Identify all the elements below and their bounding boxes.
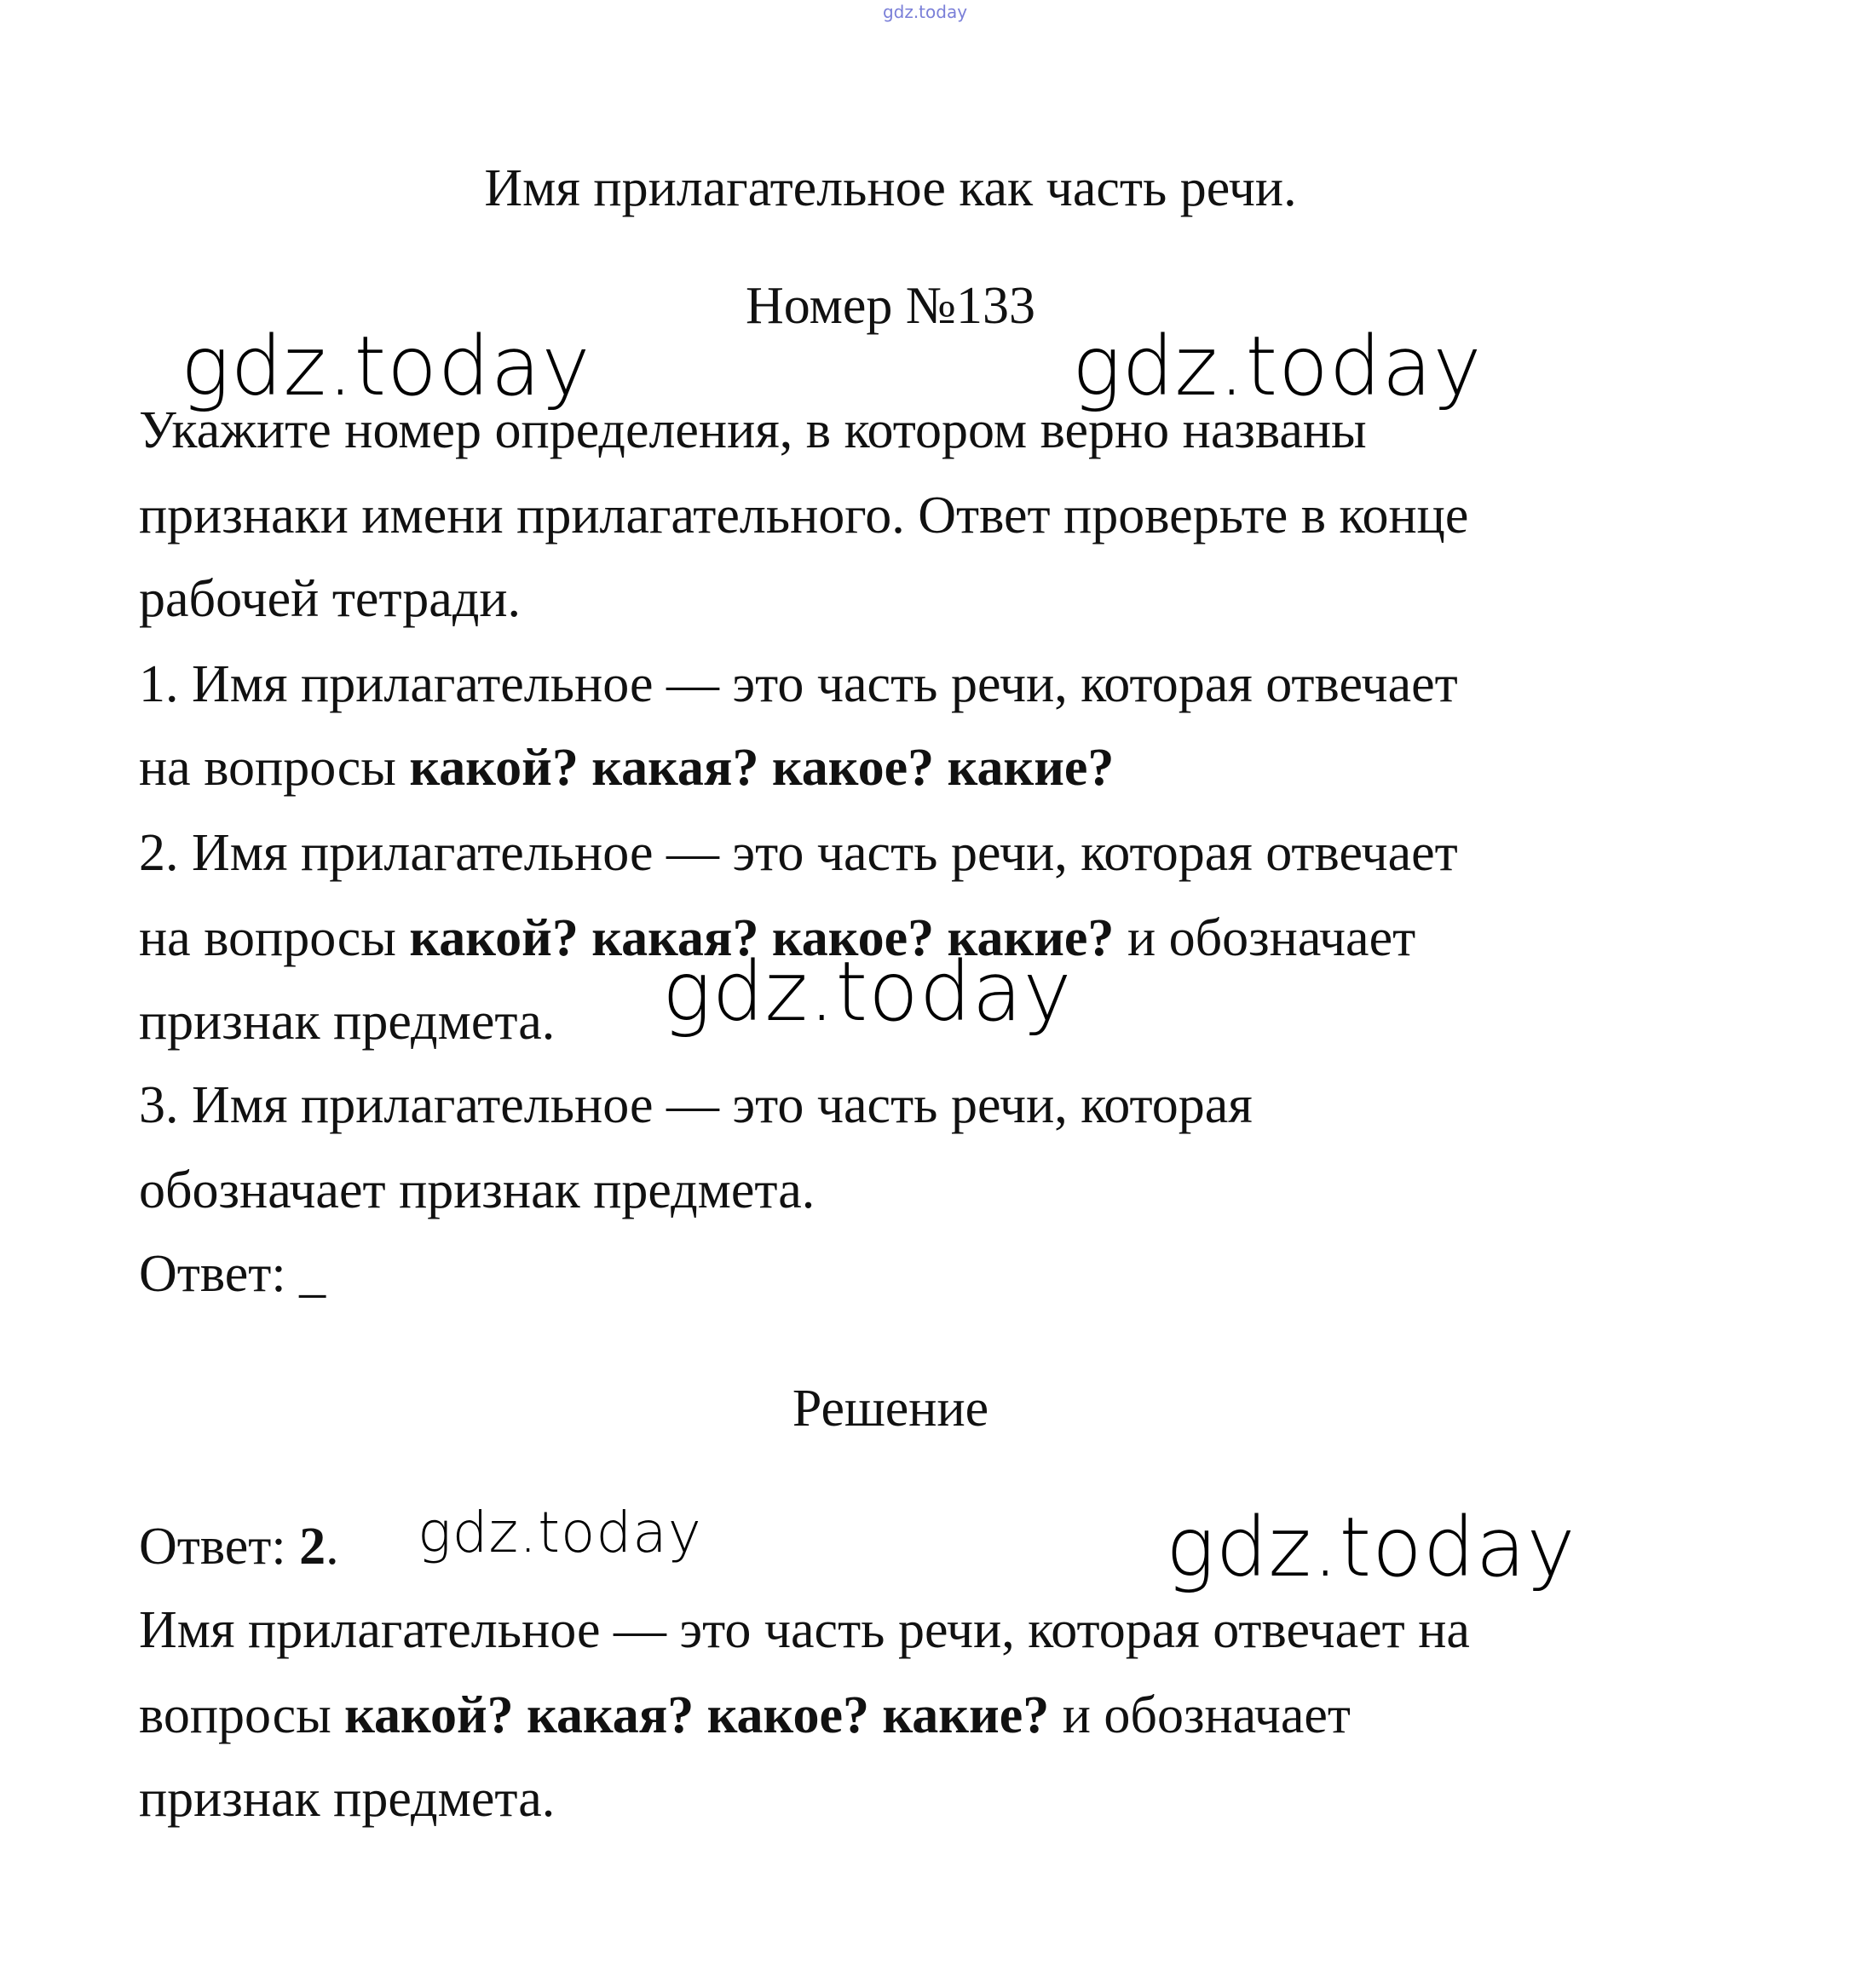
task-intro-line-2: признаки имени прилагательного. Ответ проверьте в конце	[139, 487, 1469, 545]
solution-heading: Решение	[792, 1380, 989, 1438]
option-2-line-1: 2. Имя прилагательное — это часть речи, которая отвечает	[139, 824, 1458, 882]
explanation-questions: какой? какая? какое? какие?	[344, 1686, 1050, 1744]
explanation-line-1: Имя прилагательное — это часть речи, которая отвечает на	[139, 1601, 1470, 1659]
solution-answer-suffix: .	[326, 1518, 339, 1576]
option-2-prefix: на вопросы	[139, 909, 410, 967]
explanation-line-2	[139, 1686, 1351, 1744]
option-3-line-2: обозначает признак предмета.	[139, 1161, 815, 1219]
option-2-questions: какой? какая? какое? какие?	[409, 909, 1115, 967]
watermark-1: gdz.today	[181, 319, 591, 414]
option-3-line-1: 3. Имя прилагательное — это часть речи, которая	[139, 1076, 1253, 1134]
explanation-suffix: и обозначает	[1049, 1686, 1351, 1744]
option-1-line-2	[139, 739, 1115, 797]
option-2-line-3: признак предмета.	[139, 993, 556, 1051]
option-1-line-1: 1. Имя прилагательное — это часть речи, которая отвечает	[139, 655, 1458, 713]
solution-answer-prefix: Ответ:	[139, 1518, 300, 1576]
watermark-4: gdz.today	[418, 1500, 702, 1565]
top-watermark: gdz.today	[882, 2, 968, 22]
solution-answer	[139, 1518, 339, 1576]
explanation-prefix: вопросы	[139, 1686, 345, 1744]
topic-title: Имя прилагательное как часть речи.	[484, 159, 1297, 217]
option-1-questions: какой? какая? какое? какие?	[409, 739, 1115, 797]
solution-answer-value: 2	[299, 1518, 326, 1576]
watermark-5: gdz.today	[1166, 1500, 1576, 1595]
task-intro-line-1: Укажите номер определения, в котором верно названы	[139, 401, 1367, 459]
option-1-prefix: на вопросы	[139, 739, 410, 797]
task-intro-line-3: рабочей тетради.	[139, 570, 522, 628]
option-2-suffix: и обозначает	[1114, 909, 1416, 967]
answer-blank: Ответ: _	[139, 1245, 326, 1303]
watermark-3: gdz.today	[662, 944, 1073, 1040]
exercise-number: Номер №133	[745, 277, 1035, 335]
explanation-line-3: признак предмета.	[139, 1770, 556, 1828]
watermark-2: gdz.today	[1072, 319, 1483, 414]
